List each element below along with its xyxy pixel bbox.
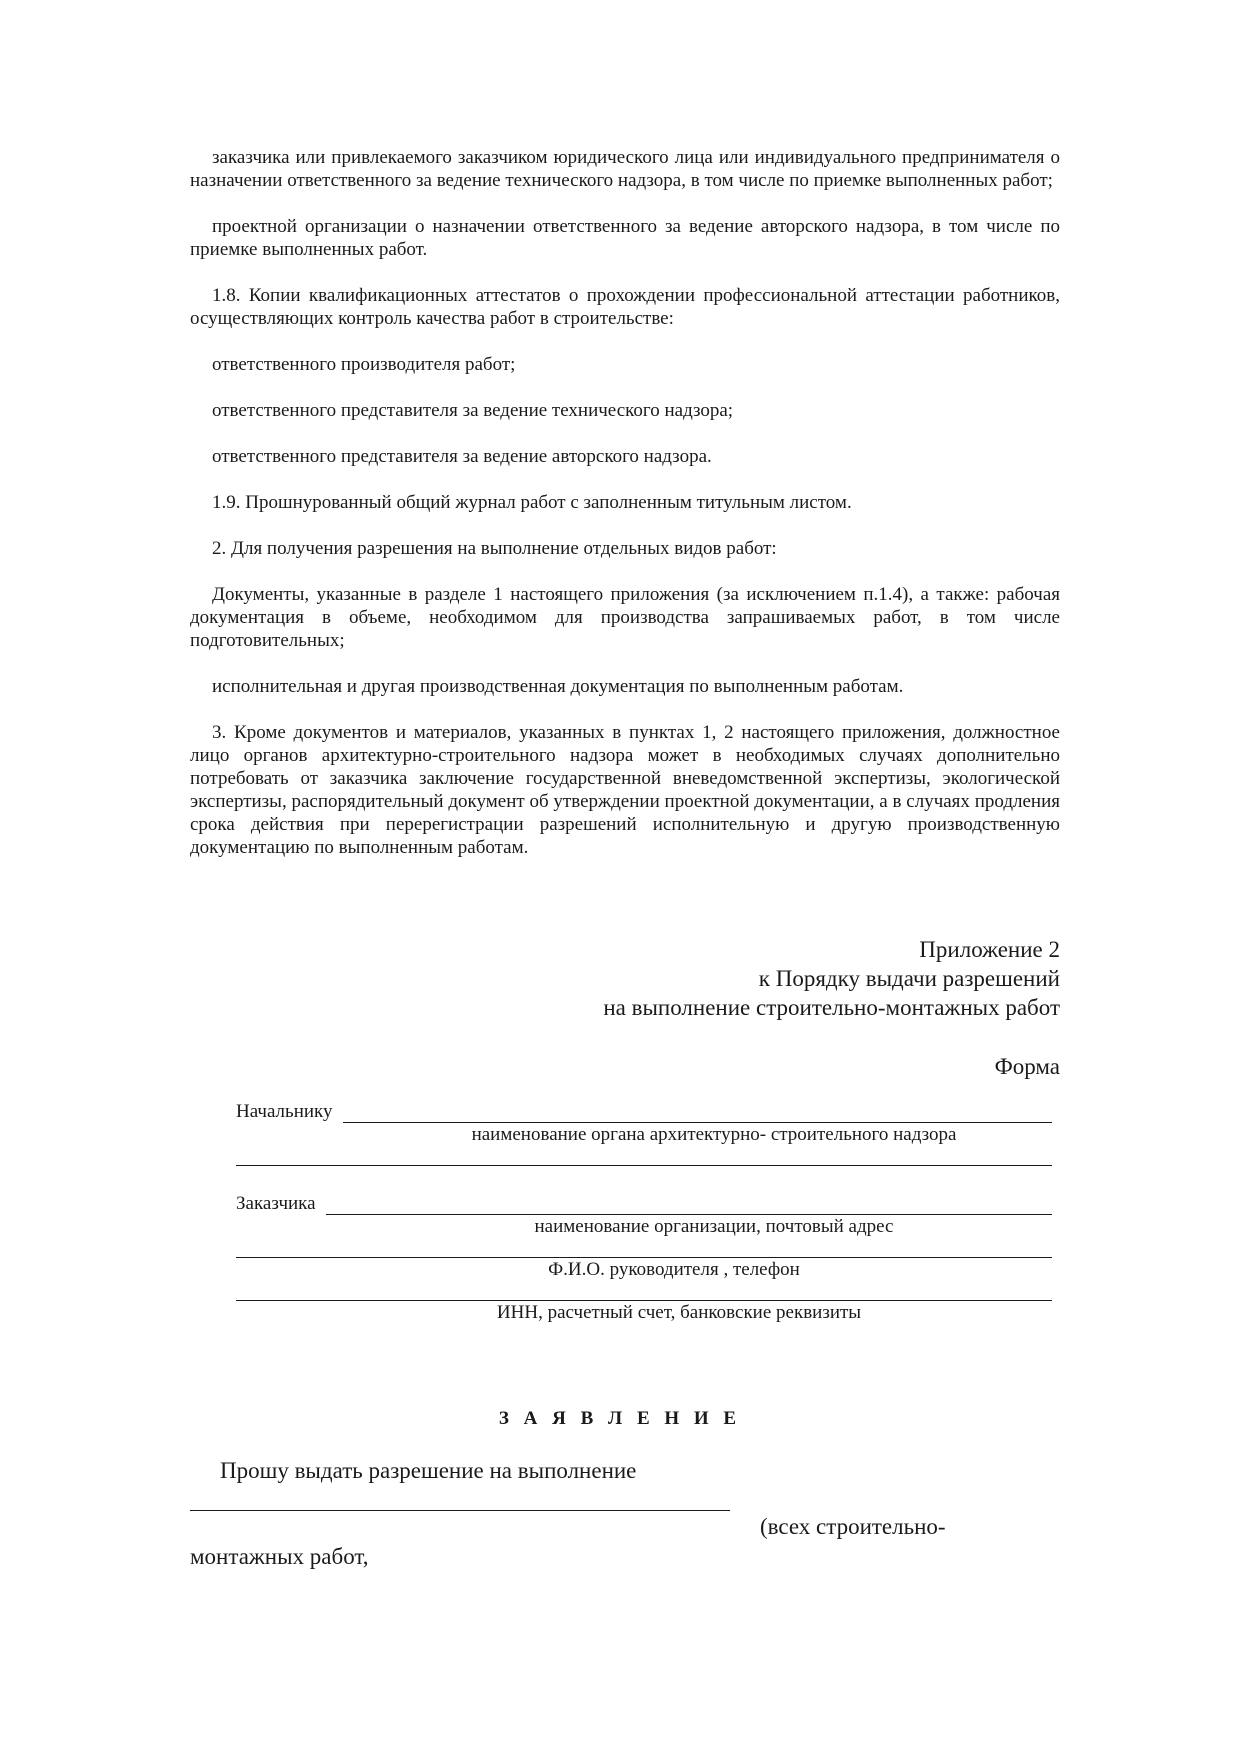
paragraph: ответственного представителя за ведение технического надзора;	[212, 400, 734, 421]
customer-row	[236, 1192, 1052, 1215]
addressee-label: Начальнику	[236, 1101, 333, 1122]
paragraph: ответственного представителя за ведение авторского надзора.	[212, 446, 712, 467]
customer-caption: наименование организации, почтовый адрес	[534, 1216, 894, 1237]
form-label: Форма	[994, 1054, 1060, 1079]
addressee-caption: наименование органа архитектурно- строительного надзора	[471, 1124, 957, 1145]
addressee-field[interactable]	[343, 1105, 1053, 1123]
work-type-field[interactable]	[190, 1510, 730, 1511]
paragraph: ответственного производителя работ;	[212, 354, 516, 375]
paragraph: 1.9. Прошнурованный общий журнал работ с заполненным титульным листом.	[212, 492, 852, 513]
paragraph: проектной организации о назначении ответственного за ведение авторского надзора, в том числе по приемке выполненных работ.	[190, 216, 1060, 260]
paragraph: заказчика или привлекаемого заказчиком юридического лица или индивидуального предпринимателя о назначении ответственного за ведение технического надзора, в том числе по приемке выполненных работ;	[190, 147, 1060, 191]
request-line-1: Прошу выдать разрешение на выполнение	[220, 1458, 637, 1483]
paragraph: исполнительная и другая производственная документация по выполненным работам.	[212, 676, 904, 697]
appendix-line: на выполнение строительно-монтажных работ	[603, 995, 1060, 1020]
customer-field[interactable]	[326, 1197, 1052, 1215]
appendix-header	[603, 935, 1060, 1022]
addressee-block	[236, 1100, 1052, 1166]
addressee-field-line[interactable]	[236, 1164, 1052, 1166]
request-line-2: (всех строительно-	[760, 1514, 946, 1539]
manager-caption: Ф.И.О. руководителя , телефон	[548, 1259, 800, 1280]
appendix-line: к Порядку выдачи разрешений	[758, 966, 1060, 991]
paragraph: Документы, указанные в разделе 1 настоящего приложения (за исключением п.1.4), а также: рабочая документация в объеме, необходимом для производства запрашиваемых работ, в том числе подготовительных;	[190, 584, 1060, 651]
paragraph: 2. Для получения разрешения на выполнение отдельных видов работ:	[212, 538, 777, 559]
customer-label: Заказчика	[236, 1193, 316, 1214]
statement-title: З А Я В Л Е Н И Е	[498, 1408, 742, 1429]
requirements-text	[190, 146, 1060, 859]
paragraph: 3. Кроме документов и материалов, указанных в пунктах 1, 2 настоящего приложения, должностное лицо органов архитектурно-строительного надзора может в необходимых случаях дополнительно потребовать от заказчика заключение государственной вневедомственной экспертизы, экологической экспертизы, распорядительный документ об утверждении проектной документации, а в случаях продления срока действия при перерегистрации разрешений исполнительную и другую производственную документацию по выполненным работам.	[190, 722, 1060, 858]
request-line-3: монтажных работ,	[190, 1544, 369, 1569]
appendix-line: Приложение 2	[919, 937, 1060, 962]
paragraph: 1.8. Копии квалификационных аттестатов о прохождении профессиональной аттестации работников, осуществляющих контроль качества работ в строительстве:	[190, 285, 1060, 329]
addressee-row	[236, 1100, 1052, 1123]
customer-block	[236, 1192, 1052, 1324]
bank-caption: ИНН, расчетный счет, банковские реквизиты	[496, 1302, 862, 1323]
